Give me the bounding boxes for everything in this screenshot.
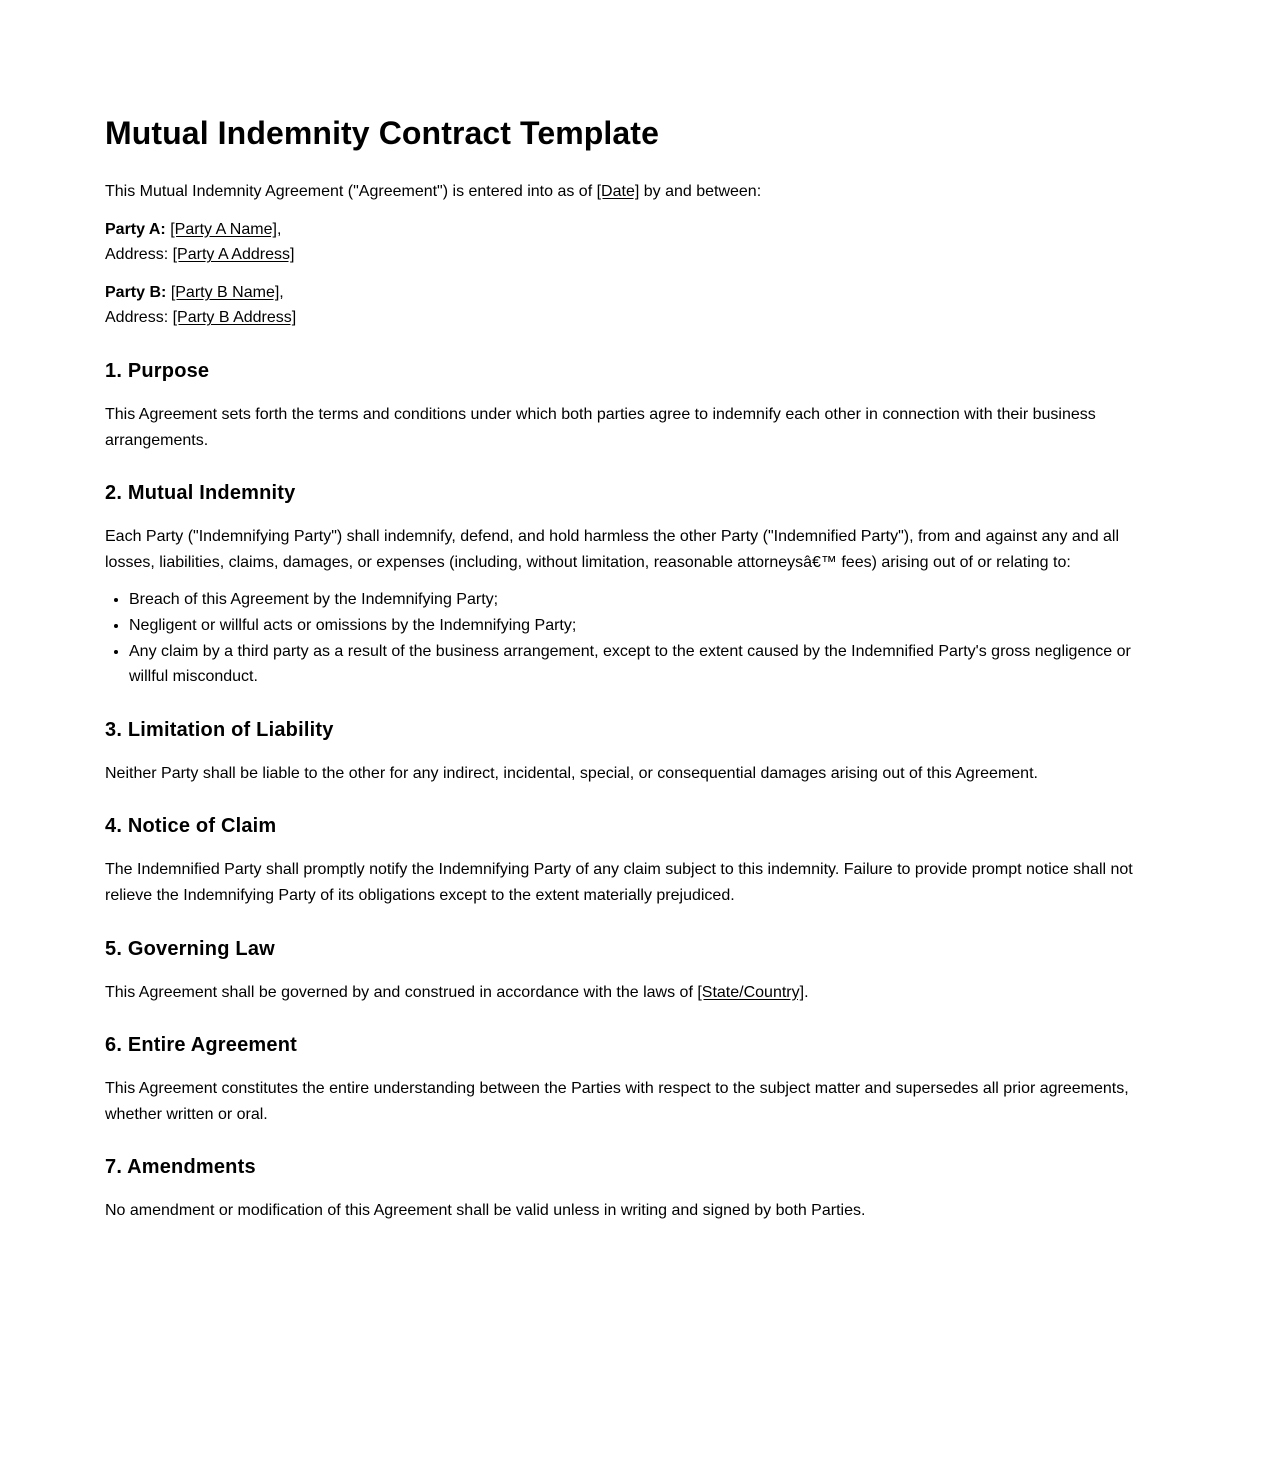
party-b-block [105,280,1163,331]
section-heading: 7. Amendments [105,1156,256,1179]
section-body: This Agreement sets forth the terms and conditions under which both parties agree to indemnify each other in connection with their business arrangements. [105,405,1096,449]
party-a-name-suffix: , [276,220,282,238]
section-purpose [105,357,1163,453]
party-b-address-placeholder: [Party B Address] [172,309,297,327]
section-heading: 5. Governing Law [105,937,275,960]
party-a-address-label: Address: [105,246,169,264]
section-heading: 3. Limitation of Liability [105,718,334,741]
section-heading: 6. Entire Agreement [105,1034,298,1057]
party-b-address-line [105,305,1163,331]
section-body: This Agreement constitutes the entire understanding between the Parties with respect to the subject matter and supersedes all prior agreements, whether written or oral. [105,1080,1129,1123]
party-b-name-placeholder: [Party B Name] [170,283,280,301]
section-limitation-of-liability [105,716,1163,787]
intro-text-after: by and between: [639,183,762,200]
party-a-label: Party A: [105,220,166,238]
indemnity-list [105,587,1163,689]
party-a-name-line [105,217,1163,243]
page-title: Mutual Indemnity Contract Template [105,115,659,151]
section-body [105,980,1163,1006]
party-a-block [105,217,1163,268]
section-heading: 1. Purpose [105,359,210,382]
section-entire-agreement [105,1031,1163,1127]
section-mutual-indemnity [105,479,1163,690]
section-body: No amendment or modification of this Agreement shall be valid unless in writing and signed by both Parties. [105,1202,866,1220]
governing-law-text-after: . [804,983,809,1001]
section-body: Neither Party shall be liable to the other for any indirect, incidental, special, or consequential damages arising out of this Agreement. [105,764,1038,782]
section-governing-law [105,935,1163,1006]
party-b-name-line [105,280,1163,306]
governing-law-text-before: This Agreement shall be governed by and construed in accordance with the laws of [105,983,698,1001]
party-b-label: Party B: [105,283,167,301]
section-notice-of-claim [105,812,1163,908]
intro-text-before: This Mutual Indemnity Agreement ("Agreement") is entered into as of [105,183,597,200]
section-heading: 4. Notice of Claim [105,815,277,838]
party-b-name-suffix: , [279,283,284,301]
list-item: • Negligent or willful acts or omissions by the Indemnifying Party; [129,613,1163,639]
list-item: • Any claim by a third party as a result of the business arrangement, except to the extent caused by the Indemnified Party's gross negligence or willful misconduct. [129,639,1163,690]
party-a-name-placeholder: [Party A Name] [170,220,277,238]
intro-paragraph [105,179,1163,205]
section-amendments [105,1153,1163,1224]
party-a-address-line [105,242,1163,268]
section-body: The Indemnified Party shall promptly notify the Indemnifying Party of any claim subject to this indemnity. Failure to provide prompt notice shall not relieve the Indemnifying Party of its obligations except to the extent materially prejudiced. [105,861,1133,904]
section-body: Each Party ("Indemnifying Party") shall indemnify, defend, and hold harmless the other Party ("Indemnified Party"), from and against any and all losses, liabilities, claims, damages, or expenses (including, without limitation, reasonable attorneysâ€™ fees) arising out of or relating to: [105,528,1120,571]
party-b-address-label: Address: [105,309,169,327]
list-item: • Breach of this Agreement by the Indemnifying Party; [129,587,1163,613]
party-a-address-placeholder: [Party A Address] [172,246,295,264]
date-placeholder: [Date] [596,183,640,200]
state-country-placeholder: [State/Country] [697,983,805,1001]
section-heading: 2. Mutual Indemnity [105,482,296,505]
